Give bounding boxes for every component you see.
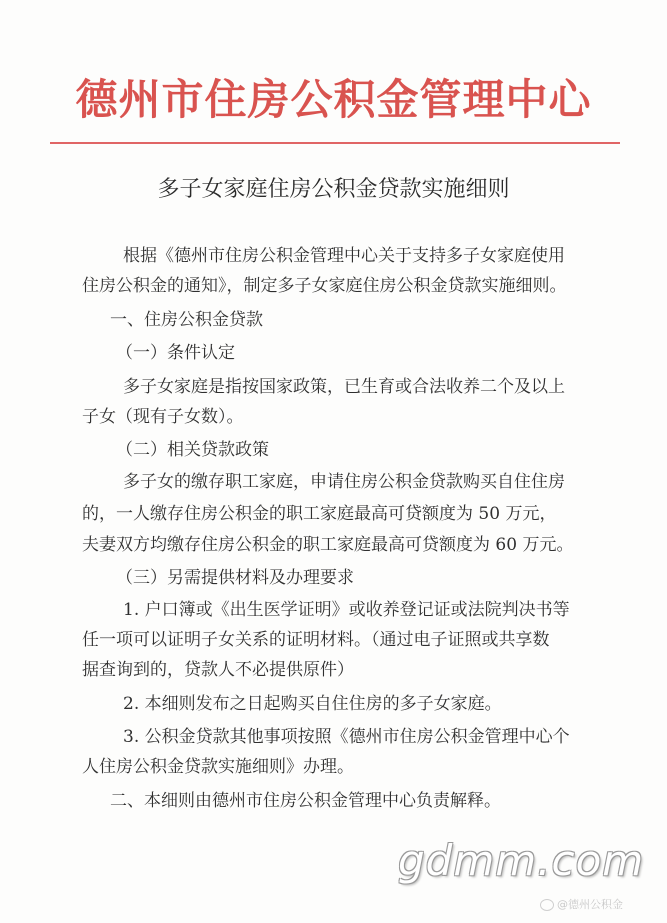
- paragraph-line: 子女（现有子女数）。: [82, 407, 244, 427]
- section-heading: 一、住房公积金贷款: [110, 310, 263, 330]
- letterhead-divider: [50, 142, 620, 144]
- paragraph-line: 人住房公积金贷款实施细则》办理。: [82, 757, 354, 777]
- weibo-icon: [540, 899, 554, 911]
- paragraph-line: 2. 本细则发布之日起购买自住住房的多子女家庭。: [123, 694, 502, 714]
- paragraph-line: 多子女的缴存职工家庭，申请住房公积金贷款购买自住住房: [123, 472, 565, 492]
- letterhead-org-name: 德州市住房公积金管理中心: [75, 75, 592, 124]
- paragraph-line: 据查询到的，贷款人不必提供原件）: [82, 660, 354, 680]
- paragraph-line: 的，一人缴存住房公积金的职工家庭最高可贷额度为 50 万元，: [82, 504, 557, 524]
- subsection-heading: （二）相关贷款政策: [116, 440, 269, 460]
- paragraph-line: 根据《德州市住房公积金管理中心关于支持多子女家庭使用: [123, 246, 565, 266]
- document-title: 多子女家庭住房公积金贷款实施细则: [157, 177, 510, 202]
- paragraph-line: 住房公积金的通知》，制定多子女家庭住房公积金贷款实施细则。: [82, 276, 567, 296]
- paragraph-line: 1. 户口簿或《出生医学证明》或收养登记证或法院判决书等: [123, 600, 570, 620]
- paragraph-line: 任一项可以证明子女关系的证明材料。（通过电子证照或共享数: [82, 630, 550, 650]
- subsection-heading: （三）另需提供材料及办理要求: [116, 568, 354, 588]
- paragraph-line: 夫妻双方均缴存住房公积金的职工家庭最高可贷额度为 60 万元。: [82, 535, 574, 555]
- weibo-handle: @德州公积金: [557, 898, 623, 911]
- section-heading: 二、本细则由德州市住房公积金管理中心负责解释。: [110, 791, 501, 811]
- weibo-watermark: [540, 896, 623, 912]
- site-watermark: gdmm.com: [398, 836, 645, 885]
- paragraph-line: 多子女家庭是指按国家政策，已生育或合法收养二个及以上: [123, 377, 565, 397]
- subsection-heading: （一）条件认定: [116, 343, 235, 363]
- paragraph-line: 3. 公积金贷款其他事项按照《德州市住房公积金管理中心个: [123, 727, 570, 747]
